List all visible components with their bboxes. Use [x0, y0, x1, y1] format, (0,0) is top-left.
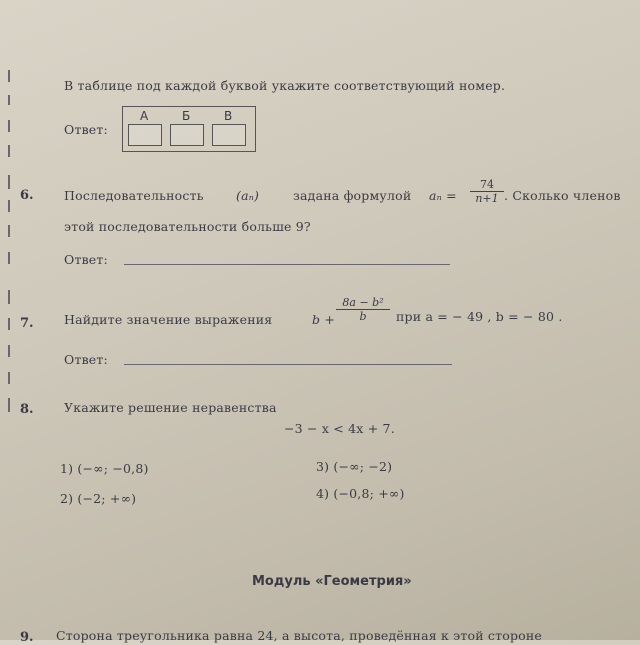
q7-text-before: Найдите значение выражения [64, 312, 273, 327]
margin-mark [8, 345, 10, 357]
intro-answer-label: Ответ: [64, 122, 108, 137]
q6-sequence: (aₙ) [236, 188, 260, 203]
q6-text-mid: задана формулой [293, 188, 412, 203]
q6-answer-label: Ответ: [64, 252, 108, 267]
margin-mark [8, 120, 10, 132]
margin-mark [8, 252, 10, 264]
q6-number: 6. [20, 188, 34, 203]
margin-mark [8, 95, 10, 105]
q7-fraction-denominator: b [359, 310, 367, 323]
q8-option-2[interactable]: 2) (−2; +∞) [60, 491, 137, 506]
q6-fraction-numerator: 74 [470, 178, 504, 192]
q7-answer-label: Ответ: [64, 352, 108, 367]
q6-fraction-denominator: n+1 [475, 192, 499, 205]
q6-fraction [470, 178, 504, 205]
answer-cell-b[interactable] [170, 124, 204, 146]
margin-mark [8, 372, 10, 384]
q7-answer-line[interactable] [124, 364, 452, 365]
margin-mark [8, 225, 10, 237]
answer-letter-b: Б [182, 109, 191, 123]
q8-number: 8. [20, 402, 34, 417]
q7-expr-lhs: b + [312, 312, 336, 327]
answer-cell-v[interactable] [212, 124, 246, 146]
margin-mark [8, 175, 10, 189]
q9-text: Сторона треугольника равна 24, а высота, проведённая к этой стороне [56, 628, 543, 643]
answer-cell-a[interactable] [128, 124, 162, 146]
margin-mark [8, 200, 10, 212]
margin-mark [8, 290, 10, 304]
q7-number: 7. [20, 316, 34, 331]
answer-letter-v: В [224, 109, 233, 123]
q6-text-before: Последовательность [64, 188, 204, 203]
q6-answer-line[interactable] [124, 264, 450, 265]
answer-letter-a: А [140, 109, 149, 123]
margin-mark [8, 70, 10, 82]
answer-table [122, 106, 256, 152]
q6-text-after: . Сколько членов [504, 188, 621, 203]
q8-option-3[interactable]: 3) (−∞; −2) [316, 459, 393, 474]
q7-fraction-numerator: 8a − b² [336, 296, 390, 310]
q9-number: 9. [20, 630, 34, 645]
q6-formula-lhs: aₙ = [429, 188, 457, 203]
intro-instruction: В таблице под каждой буквой укажите соответствующий номер. [64, 78, 506, 93]
q7-text-after: при a = − 49 , b = − 80 . [396, 309, 563, 324]
margin-mark [8, 318, 10, 330]
q8-text: Укажите решение неравенства [64, 400, 277, 415]
q8-option-4[interactable]: 4) (−0,8; +∞) [316, 486, 405, 501]
q6-line2: этой последовательности больше 9? [64, 219, 311, 234]
margin-mark [8, 145, 10, 157]
q7-fraction [336, 296, 390, 323]
module-heading: Модуль «Геометрия» [252, 574, 412, 589]
q8-option-1[interactable]: 1) (−∞; −0,8) [60, 461, 149, 476]
q8-inequality: −3 − x < 4x + 7. [284, 421, 395, 436]
margin-mark [8, 398, 10, 412]
